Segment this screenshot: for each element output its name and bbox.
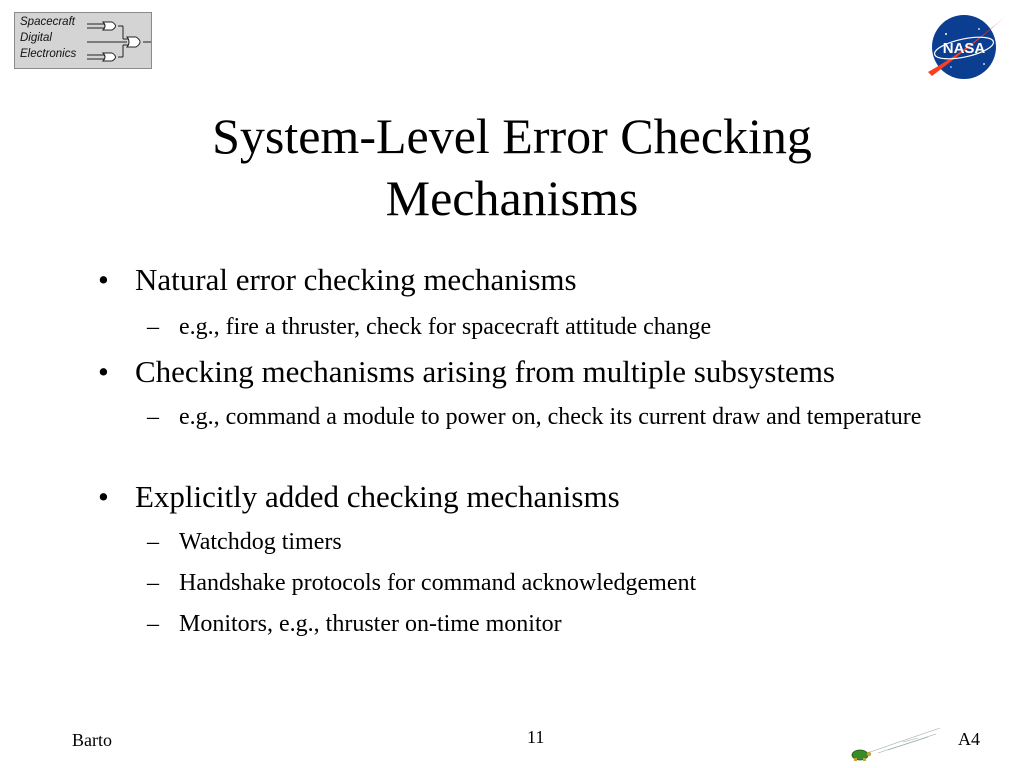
page-title	[0, 105, 1024, 229]
logo-line-3: Electronics	[20, 48, 77, 60]
sub-bullet-text: e.g., fire a thruster, check for spacecraft attitude change	[179, 314, 712, 340]
sub-bullet-marker: –	[147, 611, 159, 637]
sub-bullet-marker: –	[147, 529, 159, 555]
bullet-text: Checking mechanisms arising from multiple subsystems	[135, 354, 835, 389]
footer-session: A4	[958, 729, 980, 749]
sde-logo	[14, 12, 152, 69]
title-line-1: System-Level Error Checking	[212, 108, 812, 164]
logo-line-1: Spacecraft	[20, 16, 75, 28]
slide-number: 11	[527, 727, 545, 747]
bullet-marker: •	[98, 354, 109, 389]
title-line-2: Mechanisms	[385, 170, 639, 226]
nasa-logo	[924, 12, 1008, 82]
bullet-text: Natural error checking mechanisms	[135, 262, 577, 297]
sub-bullet-marker: –	[147, 314, 159, 340]
sub-bullet-marker: –	[147, 570, 159, 596]
sub-bullet-text: Monitors, e.g., thruster on-time monitor	[179, 611, 562, 637]
bullet-text: Explicitly added checking mechanisms	[135, 479, 620, 514]
nasa-logo-text: NASA	[942, 40, 986, 57]
sub-bullet-marker: –	[147, 404, 159, 430]
logo-line-2: Digital	[20, 32, 52, 44]
sub-bullet-text: Watchdog timers	[179, 529, 342, 555]
bullet-marker: •	[98, 262, 109, 297]
footer-author: Barto	[72, 730, 112, 750]
turtle-icon	[848, 722, 946, 764]
sub-bullet-text: Handshake protocols for command acknowledgement	[179, 570, 697, 596]
sub-bullet-text: e.g., command a module to power on, check its current draw and temperature	[179, 404, 922, 430]
bullet-marker: •	[98, 479, 109, 514]
